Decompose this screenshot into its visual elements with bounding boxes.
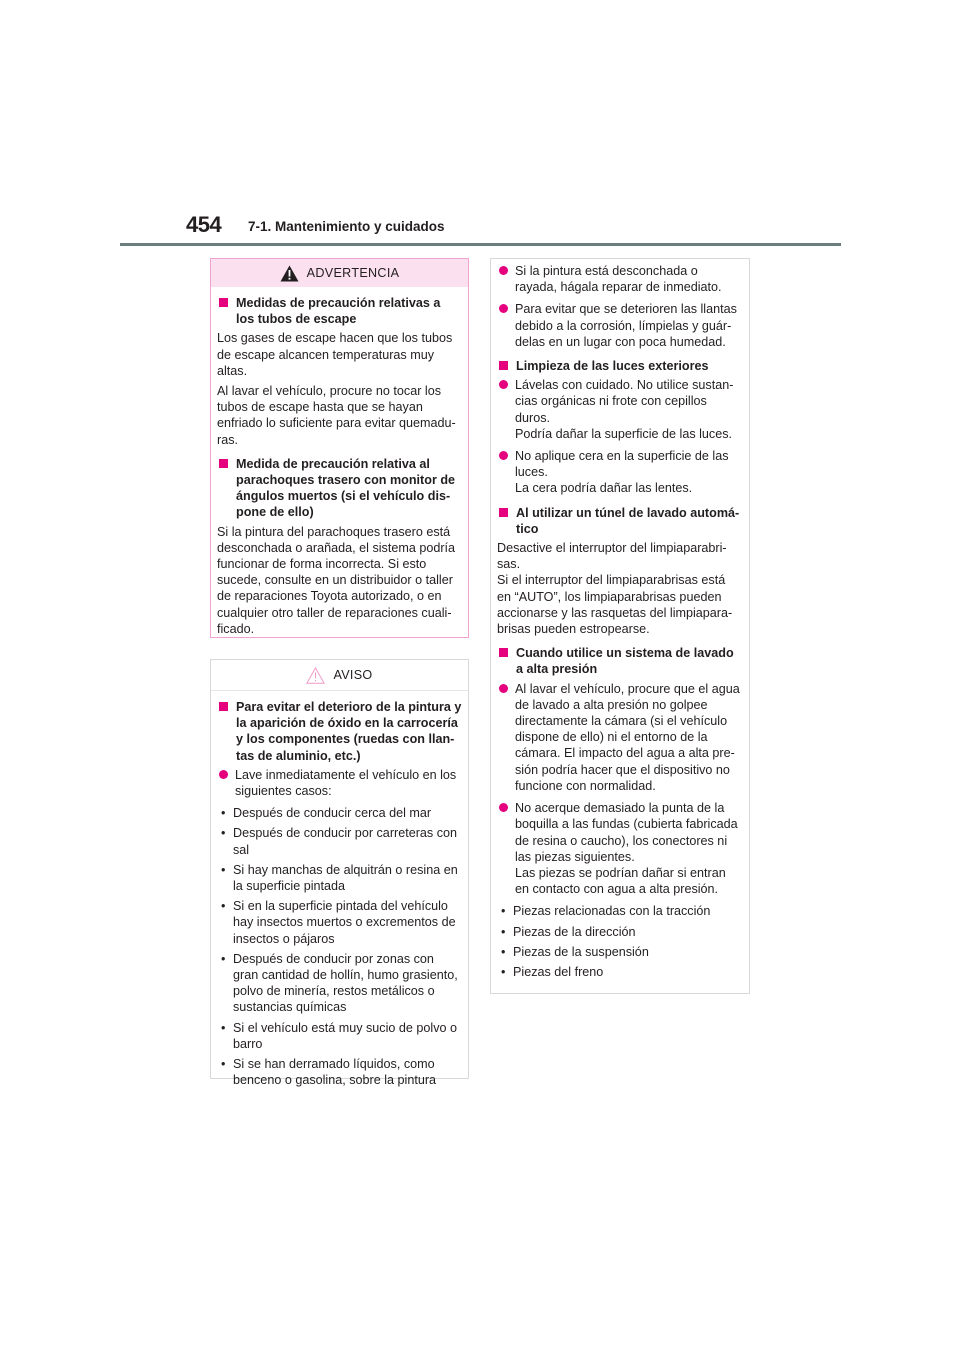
- dot-bullet-icon: [499, 451, 508, 460]
- list-item: [217, 862, 462, 894]
- section-title: 7-1. Mantenimiento y cuidados: [248, 219, 445, 234]
- list-item: [497, 301, 743, 350]
- item-text: No acerque demasiado la punta de la boquilla a las fundas (cubierta fabricada de resina o caucho), los conectores ni las piezas siguientes. Las piezas se podrían dañar si entran en contacto con agua a alta presión.: [515, 801, 738, 897]
- list-item: [217, 767, 462, 799]
- page-number: 454: [186, 212, 222, 237]
- bullet-icon: •: [221, 862, 226, 877]
- item-text: Piezas de la dirección: [513, 924, 636, 939]
- square-bullet-icon: [499, 648, 508, 657]
- heading-text: Limpieza de las luces exteriores: [516, 359, 709, 374]
- dot-bullet-icon: [219, 770, 228, 779]
- bullet-icon: •: [221, 806, 226, 821]
- item-text: Si se han derramado líquidos, como benceno o gasolina, sobre la pintura: [233, 1057, 437, 1088]
- list-item: [217, 1056, 462, 1088]
- bullet-icon: •: [501, 924, 506, 939]
- dot-bullet-icon: [499, 803, 508, 812]
- item-text: Piezas del freno: [513, 964, 604, 979]
- item-text: Si hay manchas de alquitrán o resina en la superficie pintada: [233, 862, 458, 894]
- pressure-heading: [497, 645, 743, 677]
- item-text: Para evitar que se deterioren las llantas debido a la corrosión, límpielas y guár- delas en un lugar con poca humedad.: [515, 302, 737, 349]
- item-text: Al lavar el vehículo, procure que el agua de lavado a alta presión no golpee directamente la cámara (si el vehículo dispone de ello) ni el entorno de la cámara. El impacto del agua a alta pre- sión podría hacer que el dispositivo no funcione con normalidad.: [515, 681, 740, 793]
- warning-triangle-icon: [280, 265, 299, 282]
- warning-box-title: ADVERTENCIA: [306, 265, 400, 280]
- list-item: [497, 263, 743, 295]
- list-item: [217, 951, 462, 1016]
- item-text: Si la pintura está desconchada o rayada, hágala reparar de inmediato.: [515, 264, 722, 295]
- item-text: Después de conducir por zonas con gran cantidad de hollín, humo grasiento, polvo de minería, restos metálicos o sustancias químicas: [233, 951, 458, 1015]
- dot-bullet-icon: [499, 684, 508, 693]
- square-bullet-icon: [219, 459, 228, 468]
- heading-text: Medidas de precaución relativas a los tubos de escape: [236, 296, 441, 327]
- warning-box-header: [211, 259, 468, 287]
- notice-continuation-box: [490, 258, 750, 994]
- list-item: [497, 924, 743, 940]
- list-item: [497, 448, 743, 497]
- list-item: [497, 377, 743, 442]
- list-item: [217, 1020, 462, 1052]
- list-item: [497, 681, 743, 794]
- carwash-paragraph: Desactive el interruptor del limpiaparabri- sas. Si el interruptor del limpiaparabrisas está en “AUTO”, los limpiaparabrisas pueden accionarse y las rasquetas del limpiapara- brisas pueden estropearse.: [497, 541, 733, 637]
- square-bullet-icon: [219, 298, 228, 307]
- dot-bullet-icon: [499, 266, 508, 275]
- item-text: No aplique cera en la superficie de las luces. La cera podría dañar las lentes.: [515, 449, 729, 496]
- heading-text: Cuando utilice un sistema de lavado a alta presión: [516, 646, 734, 677]
- bullet-icon: •: [221, 899, 226, 914]
- dot-bullet-icon: [499, 304, 508, 313]
- bullet-icon: •: [221, 951, 226, 966]
- bullet-icon: •: [221, 1020, 226, 1035]
- notice-box-title: AVISO: [333, 667, 373, 682]
- list-item: [497, 944, 743, 960]
- item-text: Piezas de la suspensión: [513, 944, 649, 959]
- item-text: Piezas relacionadas con la tracción: [513, 904, 711, 919]
- list-item: [497, 964, 743, 980]
- bullet-icon: •: [501, 944, 506, 959]
- warning-paragraph: Si la pintura del parachoques trasero está desconchada o arañada, el sistema podría funcionar de forma incorrecta. Si esto sucede, consulte en un distribuidor o taller de reparaciones Toyota autorizado, o en cualquier otro taller de reparaciones cuali- ficado.: [217, 524, 456, 636]
- item-text: Si en la superficie pintada del vehículo hay insectos muertos o excrementos de insectos o pájaros: [233, 899, 456, 946]
- header-rule: [120, 243, 841, 246]
- list-item: [217, 805, 462, 821]
- warning-paragraph: Los gases de escape hacen que los tubos de escape alcancen temperaturas muy altas.: [217, 331, 453, 378]
- bullet-icon: •: [501, 904, 506, 919]
- notice-box-header: [211, 660, 468, 691]
- bullet-icon: •: [501, 964, 506, 979]
- item-text: Lávelas con cuidado. No utilice sustan- cias orgánicas ni frote con cepillos duros. Podría dañar la superficie de las luces.: [515, 378, 734, 441]
- notice-triangle-icon: [306, 667, 325, 684]
- heading-text: Medida de precaución relativa al parachoques trasero con monitor de ángulos muertos (si el vehículo dis- pone de ello): [236, 456, 456, 520]
- square-bullet-icon: [499, 361, 508, 370]
- list-item: [217, 898, 462, 947]
- square-bullet-icon: [219, 702, 228, 711]
- lights-heading: [497, 358, 743, 374]
- notice-box: [210, 659, 469, 1088]
- heading-text: Para evitar el deterioro de la pintura y la aparición de óxido en la carrocería y los componentes (ruedas con llan- tas de aluminio, etc.): [236, 700, 462, 763]
- item-text: Después de conducir por carreteras con sal: [233, 826, 458, 857]
- warning-heading-exhaust: [217, 295, 462, 327]
- warning-paragraph: Al lavar el vehículo, procure no tocar los tubos de escape hasta que se hayan enfriado lo suficiente para evitar quemadu- ras.: [217, 384, 456, 447]
- warning-box: [210, 258, 469, 638]
- notice-heading: [217, 699, 462, 764]
- item-text: Lave inmediatamente el vehículo en los siguientes casos:: [235, 767, 457, 799]
- carwash-heading: [497, 505, 743, 537]
- square-bullet-icon: [499, 508, 508, 517]
- list-item: [217, 825, 462, 857]
- bullet-icon: •: [221, 826, 226, 841]
- dot-bullet-icon: [499, 380, 508, 389]
- item-text: Después de conducir cerca del mar: [233, 806, 432, 821]
- heading-text: Al utilizar un túnel de lavado automá- tico: [516, 505, 740, 536]
- warning-heading-bumper: [217, 456, 462, 521]
- bullet-icon: •: [221, 1057, 226, 1072]
- item-text: Si el vehículo está muy sucio de polvo o barro: [233, 1020, 458, 1051]
- list-item: [497, 903, 743, 919]
- list-item: [497, 800, 743, 897]
